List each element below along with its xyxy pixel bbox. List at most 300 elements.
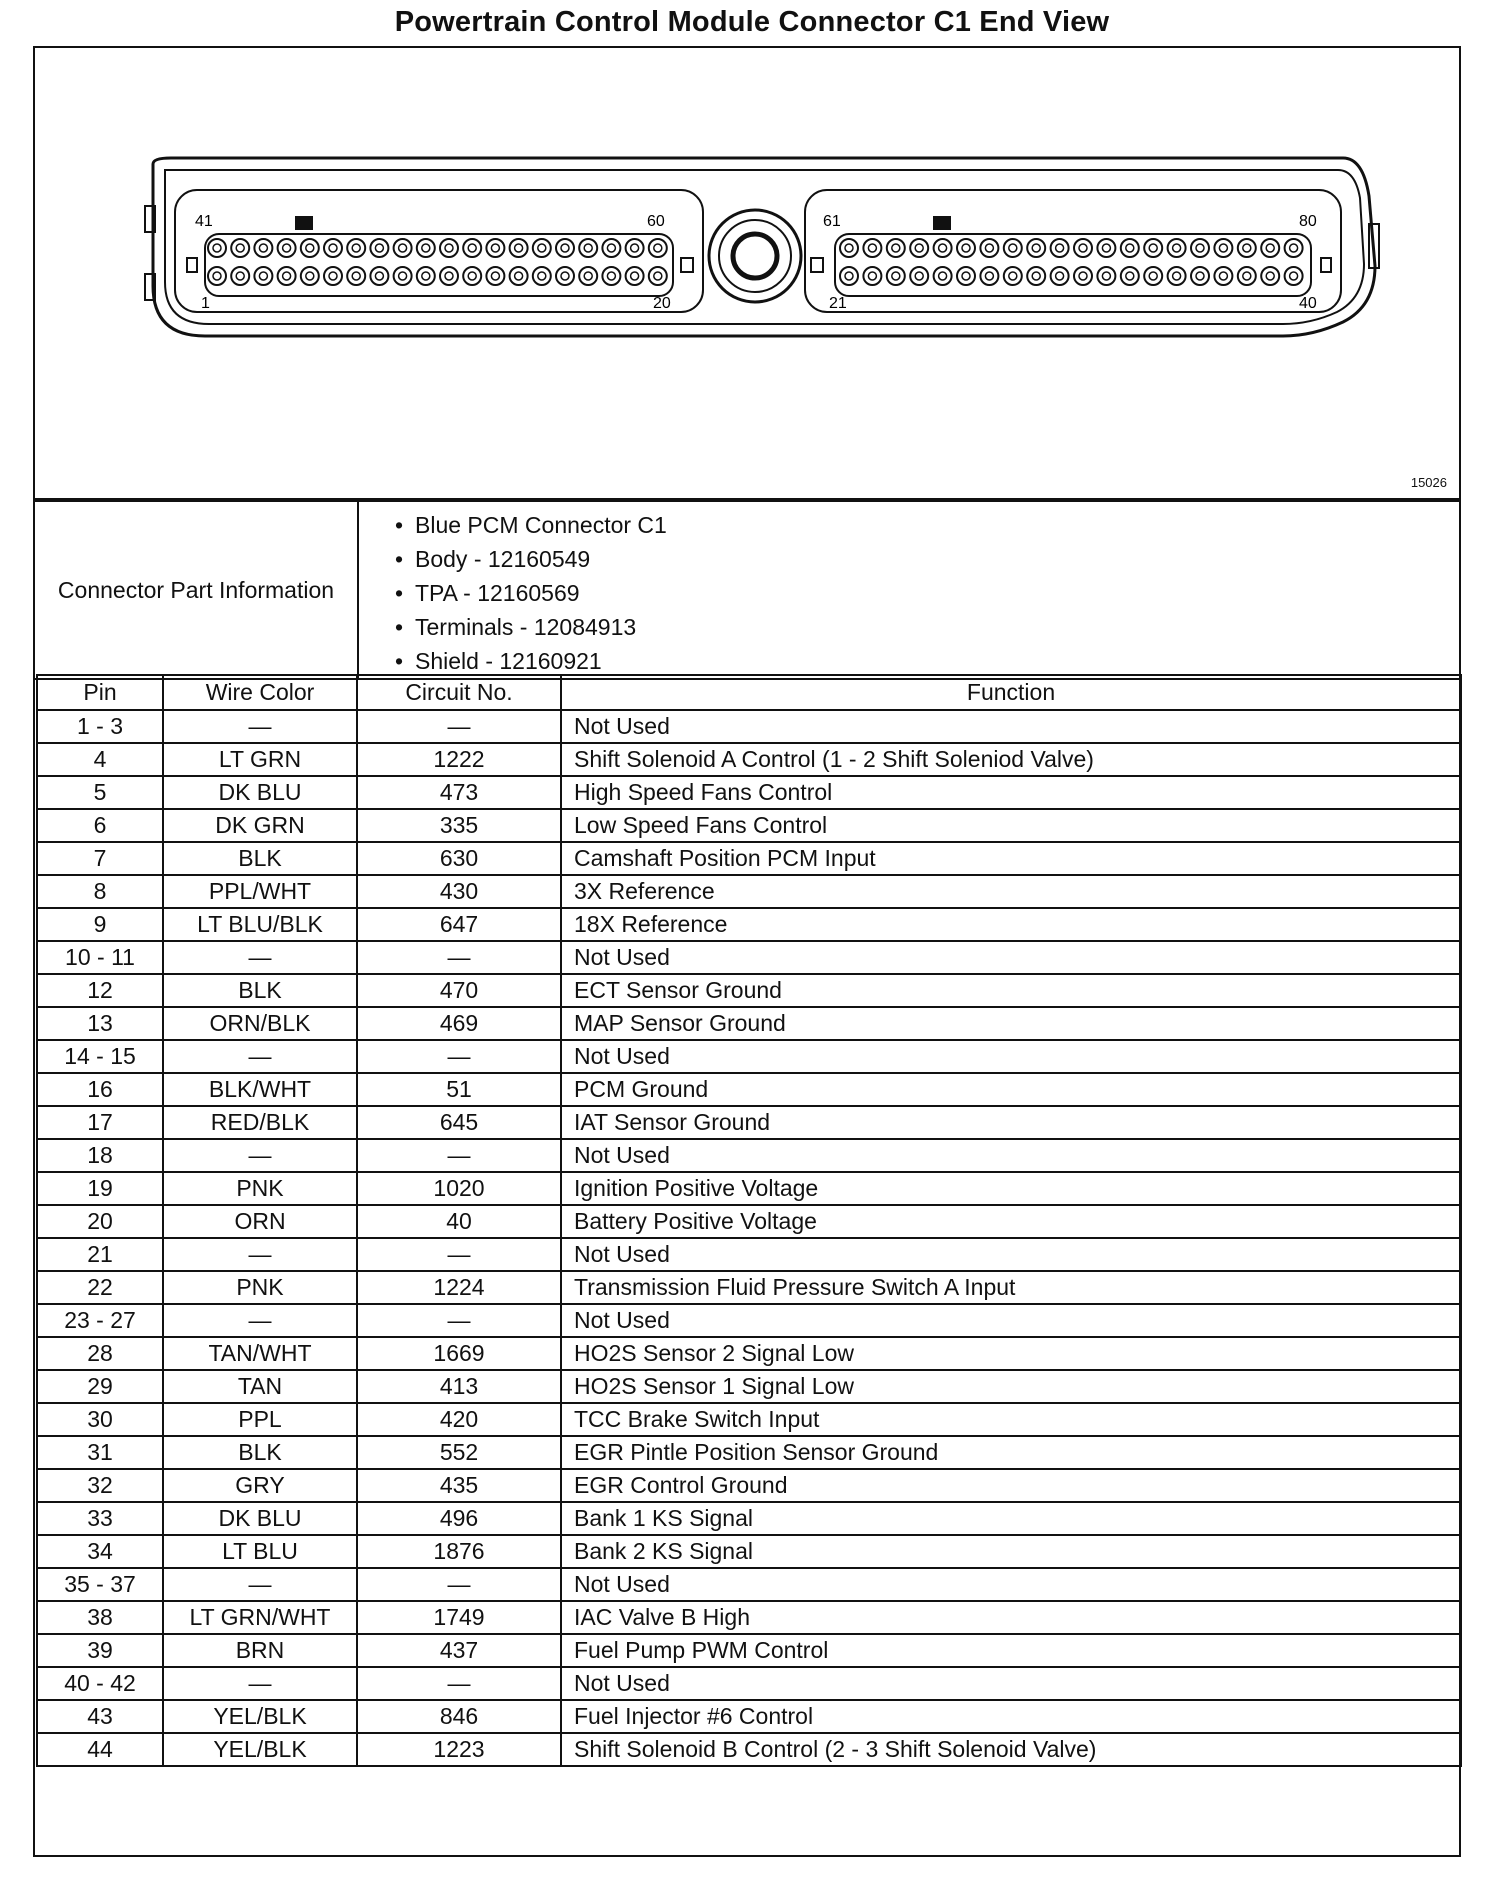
pin-terminal [422, 272, 430, 280]
pin-terminal [375, 272, 383, 280]
pin-cavity [510, 239, 528, 257]
pin-terminal [283, 272, 291, 280]
table-row [37, 875, 1461, 908]
cell-wire-color: RED/BLK [163, 1106, 357, 1139]
cell-wire-color: — [163, 941, 357, 974]
cell-function: EGR Pintle Position Sensor Ground [561, 1436, 1461, 1469]
table-row [37, 1667, 1461, 1700]
pin-cavity [602, 267, 620, 285]
cell-function: MAP Sensor Ground [561, 1007, 1461, 1040]
table-row [37, 1139, 1461, 1172]
pin-terminal [561, 244, 569, 252]
pin-cavity [440, 267, 458, 285]
cell-wire-color: ORN/BLK [163, 1007, 357, 1040]
table-row [37, 1238, 1461, 1271]
pin-cavity [1214, 267, 1232, 285]
pin-terminal [468, 244, 476, 252]
pin-terminal [1290, 272, 1298, 280]
cell-pin: 18 [37, 1139, 163, 1172]
pin-cavity [254, 239, 272, 257]
pin-cavity [1121, 239, 1139, 257]
pin-cavity [1051, 267, 1069, 285]
pin-terminal [607, 244, 615, 252]
cell-wire-color: PNK [163, 1172, 357, 1205]
pin-terminal [845, 272, 853, 280]
pin-terminal [352, 244, 360, 252]
pin-cavity [980, 239, 998, 257]
cell-wire-color: TAN/WHT [163, 1337, 357, 1370]
cell-function: EGR Control Ground [561, 1469, 1461, 1502]
pinout-header-row [37, 675, 1461, 710]
table-row [37, 1304, 1461, 1337]
cell-pin: 39 [37, 1634, 163, 1667]
header-circuit-no: Circuit No. [357, 675, 561, 710]
pin-terminal [329, 244, 337, 252]
pin-row-61-80 [840, 239, 1303, 257]
table-row [37, 1337, 1461, 1370]
pin-terminal [1102, 272, 1110, 280]
cell-function: Camshaft Position PCM Input [561, 842, 1461, 875]
cell-pin: 23 - 27 [37, 1304, 163, 1337]
pin-terminal [1196, 244, 1204, 252]
cell-pin: 35 - 37 [37, 1568, 163, 1601]
pin-terminal [1032, 272, 1040, 280]
table-row [37, 1403, 1461, 1436]
cell-pin: 12 [37, 974, 163, 1007]
center-bolt-inner [733, 234, 777, 278]
table-row [37, 974, 1461, 1007]
cell-circuit-no: — [357, 941, 561, 974]
cell-pin: 29 [37, 1370, 163, 1403]
table-row [37, 1535, 1461, 1568]
cell-wire-color: — [163, 1667, 357, 1700]
pin-terminal [213, 244, 221, 252]
header-pin: Pin [37, 675, 163, 710]
pin-terminal [1079, 272, 1087, 280]
pin-terminal [1266, 272, 1274, 280]
table-row [37, 1271, 1461, 1304]
table-row [37, 1007, 1461, 1040]
pin-cavity [463, 267, 481, 285]
connector-part-info [33, 500, 1461, 680]
cell-pin: 14 - 15 [37, 1040, 163, 1073]
table-row [37, 1601, 1461, 1634]
pin-terminal [329, 272, 337, 280]
table-row [37, 1172, 1461, 1205]
pin-cavity [957, 267, 975, 285]
pin-cavity [394, 267, 412, 285]
cell-wire-color: — [163, 1304, 357, 1337]
cell-wire-color: YEL/BLK [163, 1733, 357, 1766]
table-row [37, 908, 1461, 941]
cell-function: 3X Reference [561, 875, 1461, 908]
figure-code: 15026 [1410, 475, 1447, 490]
cell-function: 18X Reference [561, 908, 1461, 941]
cell-circuit-no: 335 [357, 809, 561, 842]
cell-function: Not Used [561, 1667, 1461, 1700]
cell-pin: 9 [37, 908, 163, 941]
pin-cavity [840, 239, 858, 257]
cell-wire-color: DK BLU [163, 776, 357, 809]
cell-circuit-no: 420 [357, 1403, 561, 1436]
right-key-mark [933, 216, 951, 230]
cell-circuit-no: 846 [357, 1700, 561, 1733]
pin-cavity [278, 239, 296, 257]
pin-label-61: 61 [823, 213, 841, 230]
table-row [37, 710, 1461, 743]
cell-pin: 33 [37, 1502, 163, 1535]
cell-function: Shift Solenoid B Control (2 - 3 Shift Solenoid Valve) [561, 1733, 1461, 1766]
table-row [37, 1568, 1461, 1601]
cell-pin: 28 [37, 1337, 163, 1370]
connector-part-info-label: Connector Part Information [34, 501, 358, 679]
pin-cavity [579, 267, 597, 285]
cell-pin: 6 [37, 809, 163, 842]
table-row [37, 1106, 1461, 1139]
pin-terminal [1126, 272, 1134, 280]
pin-terminal [915, 244, 923, 252]
cell-circuit-no: 552 [357, 1436, 561, 1469]
cell-function: Not Used [561, 1304, 1461, 1337]
cell-wire-color: BLK [163, 974, 357, 1007]
header-wire-color: Wire Color [163, 675, 357, 710]
pin-terminal [985, 244, 993, 252]
cell-circuit-no: 413 [357, 1370, 561, 1403]
cell-wire-color: LT BLU [163, 1535, 357, 1568]
pin-cavity [887, 267, 905, 285]
table-row [37, 776, 1461, 809]
cell-pin: 5 [37, 776, 163, 809]
left-outer-tab [187, 258, 197, 272]
cell-pin: 34 [37, 1535, 163, 1568]
pin-cavity [486, 239, 504, 257]
connector-info-item: • TPA - 12160569 [397, 576, 1459, 610]
pin-cavity [1285, 267, 1303, 285]
pin-cavity [301, 239, 319, 257]
pin-cavity [1051, 239, 1069, 257]
pin-terminal [468, 272, 476, 280]
pin-cavity [980, 267, 998, 285]
cell-function: Battery Positive Voltage [561, 1205, 1461, 1238]
cell-function: Not Used [561, 1040, 1461, 1073]
pin-terminal [399, 272, 407, 280]
left-key-mark [295, 216, 313, 230]
pin-terminal [375, 244, 383, 252]
pin-cavity [840, 267, 858, 285]
pin-terminal [306, 272, 314, 280]
cell-circuit-no: — [357, 1568, 561, 1601]
cell-function: High Speed Fans Control [561, 776, 1461, 809]
cell-wire-color: DK GRN [163, 809, 357, 842]
pin-terminal [538, 244, 546, 252]
cell-function: Not Used [561, 1568, 1461, 1601]
cell-pin: 19 [37, 1172, 163, 1205]
pin-cavity [1097, 239, 1115, 257]
pin-cavity [417, 267, 435, 285]
connector-info-item: • Body - 12160549 [397, 542, 1459, 576]
cell-pin: 30 [37, 1403, 163, 1436]
pin-cavity [533, 267, 551, 285]
cell-wire-color: LT BLU/BLK [163, 908, 357, 941]
table-row [37, 1469, 1461, 1502]
cell-pin: 31 [37, 1436, 163, 1469]
cell-circuit-no: 496 [357, 1502, 561, 1535]
pin-label-21: 21 [829, 295, 847, 312]
pin-terminal [1173, 244, 1181, 252]
cell-pin: 7 [37, 842, 163, 875]
table-row [37, 1205, 1461, 1238]
pin-terminal [1032, 244, 1040, 252]
pin-cavity [1144, 267, 1162, 285]
pin-row-41-60 [208, 239, 667, 257]
pin-cavity [649, 239, 667, 257]
cell-circuit-no: 630 [357, 842, 561, 875]
cell-circuit-no: 51 [357, 1073, 561, 1106]
pin-label-60: 60 [647, 213, 665, 230]
pin-cavity [1004, 267, 1022, 285]
cell-circuit-no: 645 [357, 1106, 561, 1139]
pin-row-1-20 [208, 267, 667, 285]
table-row [37, 1700, 1461, 1733]
pin-label-41: 41 [195, 213, 213, 230]
cell-circuit-no: 470 [357, 974, 561, 1007]
cell-wire-color: BLK [163, 842, 357, 875]
cell-pin: 8 [37, 875, 163, 908]
pin-cavity [1074, 267, 1092, 285]
cell-circuit-no: 435 [357, 1469, 561, 1502]
pin-terminal [1056, 272, 1064, 280]
pin-cavity [254, 267, 272, 285]
pin-terminal [1243, 244, 1251, 252]
table-row [37, 1502, 1461, 1535]
pin-cavity [510, 267, 528, 285]
pin-cavity [347, 239, 365, 257]
cell-wire-color: — [163, 710, 357, 743]
cell-wire-color: — [163, 1568, 357, 1601]
cell-wire-color: PNK [163, 1271, 357, 1304]
pin-cavity [324, 267, 342, 285]
cell-circuit-no: 1222 [357, 743, 561, 776]
pin-cavity [934, 267, 952, 285]
cell-function: Fuel Injector #6 Control [561, 1700, 1461, 1733]
table-row [37, 1073, 1461, 1106]
connector-info-item: • Shield - 12160921 [397, 644, 1459, 678]
table-row [37, 941, 1461, 974]
pin-terminal [259, 244, 267, 252]
cell-pin: 16 [37, 1073, 163, 1106]
cell-wire-color: LT GRN [163, 743, 357, 776]
cell-wire-color: DK BLU [163, 1502, 357, 1535]
header-function: Function [561, 675, 1461, 710]
table-row [37, 743, 1461, 776]
pin-cavity [301, 267, 319, 285]
page-title: Powertrain Control Module Connector C1 End View [394, 6, 1110, 38]
pin-terminal [1290, 244, 1298, 252]
pin-cavity [347, 267, 365, 285]
pin-cavity [1285, 239, 1303, 257]
cell-circuit-no: 437 [357, 1634, 561, 1667]
pin-terminal [654, 272, 662, 280]
pin-terminal [213, 272, 221, 280]
pin-cavity [208, 239, 226, 257]
cell-wire-color: — [163, 1040, 357, 1073]
pin-cavity [863, 239, 881, 257]
right-inner-tab [811, 258, 823, 272]
cell-circuit-no: 469 [357, 1007, 561, 1040]
pin-cavity [231, 239, 249, 257]
pin-terminal [584, 244, 592, 252]
pin-terminal [491, 244, 499, 252]
pin-label-1: 1 [201, 295, 210, 312]
cell-circuit-no: 1224 [357, 1271, 561, 1304]
pin-cavity [957, 239, 975, 257]
pin-cavity [1168, 239, 1186, 257]
cell-circuit-no: 647 [357, 908, 561, 941]
pin-label-40: 40 [1299, 295, 1317, 312]
cell-pin: 17 [37, 1106, 163, 1139]
pin-cavity [934, 239, 952, 257]
cell-function: PCM Ground [561, 1073, 1461, 1106]
cell-wire-color: TAN [163, 1370, 357, 1403]
table-row [37, 1733, 1461, 1766]
pin-terminal [631, 244, 639, 252]
pin-cavity [533, 239, 551, 257]
cell-circuit-no: 1020 [357, 1172, 561, 1205]
cell-wire-color: LT GRN/WHT [163, 1601, 357, 1634]
pin-cavity [394, 239, 412, 257]
cell-function: Bank 2 KS Signal [561, 1535, 1461, 1568]
cell-circuit-no: — [357, 1238, 561, 1271]
pin-cavity [1191, 267, 1209, 285]
pin-terminal [892, 272, 900, 280]
pin-terminal [283, 244, 291, 252]
pin-terminal [939, 272, 947, 280]
pinout-table [36, 674, 1462, 1767]
cell-circuit-no: 1749 [357, 1601, 561, 1634]
pin-cavity [370, 267, 388, 285]
cell-pin: 13 [37, 1007, 163, 1040]
pin-terminal [1219, 272, 1227, 280]
pin-terminal [1079, 244, 1087, 252]
pin-terminal [1102, 244, 1110, 252]
pin-cavity [1261, 267, 1279, 285]
pin-cavity [1168, 267, 1186, 285]
cell-circuit-no: 1223 [357, 1733, 561, 1766]
cell-pin: 32 [37, 1469, 163, 1502]
cell-pin: 4 [37, 743, 163, 776]
connector-info-item: • Blue PCM Connector C1 [397, 508, 1459, 542]
cell-function: Transmission Fluid Pressure Switch A Input [561, 1271, 1461, 1304]
pin-terminal [491, 272, 499, 280]
cell-wire-color: PPL [163, 1403, 357, 1436]
pin-label-80: 80 [1299, 213, 1317, 230]
cell-pin: 22 [37, 1271, 163, 1304]
cell-function: Ignition Positive Voltage [561, 1172, 1461, 1205]
pin-cavity [1097, 267, 1115, 285]
center-bolt-mid [719, 220, 791, 292]
pin-cavity [231, 267, 249, 285]
pin-cavity [1144, 239, 1162, 257]
cell-pin: 20 [37, 1205, 163, 1238]
cell-function: Fuel Pump PWM Control [561, 1634, 1461, 1667]
pin-cavity [863, 267, 881, 285]
pin-cavity [1004, 239, 1022, 257]
cell-circuit-no: 1876 [357, 1535, 561, 1568]
pin-terminal [868, 272, 876, 280]
connector-drawing [33, 46, 1461, 500]
pin-cavity [1027, 267, 1045, 285]
pin-terminal [868, 244, 876, 252]
pin-terminal [236, 244, 244, 252]
pin-terminal [445, 244, 453, 252]
cell-wire-color: GRY [163, 1469, 357, 1502]
pin-cavity [602, 239, 620, 257]
pin-terminal [1009, 272, 1017, 280]
pin-cavity [910, 267, 928, 285]
pin-cavity [626, 267, 644, 285]
cell-wire-color: BRN [163, 1634, 357, 1667]
cell-pin: 44 [37, 1733, 163, 1766]
pin-cavity [1261, 239, 1279, 257]
pin-terminal [985, 272, 993, 280]
pin-terminal [939, 244, 947, 252]
cell-pin: 38 [37, 1601, 163, 1634]
pin-terminal [631, 272, 639, 280]
cell-function: Low Speed Fans Control [561, 809, 1461, 842]
cell-function: Not Used [561, 941, 1461, 974]
connector-part-info-list [358, 501, 1460, 679]
cell-function: HO2S Sensor 2 Signal Low [561, 1337, 1461, 1370]
cell-wire-color: PPL/WHT [163, 875, 357, 908]
pin-terminal [306, 244, 314, 252]
cell-function: HO2S Sensor 1 Signal Low [561, 1370, 1461, 1403]
pin-terminal [561, 272, 569, 280]
table-row [37, 1040, 1461, 1073]
pin-terminal [892, 244, 900, 252]
pin-cavity [1121, 267, 1139, 285]
cell-function: Not Used [561, 1139, 1461, 1172]
cell-circuit-no: — [357, 1040, 561, 1073]
pin-cavity [1074, 239, 1092, 257]
pin-cavity [417, 239, 435, 257]
cell-function: IAC Valve B High [561, 1601, 1461, 1634]
right-outer-tab [1321, 258, 1331, 272]
cell-pin: 10 - 11 [37, 941, 163, 974]
table-row [37, 809, 1461, 842]
pin-label-20: 20 [653, 295, 671, 312]
cell-wire-color: — [163, 1238, 357, 1271]
cell-circuit-no: 40 [357, 1205, 561, 1238]
pin-cavity [1027, 239, 1045, 257]
cell-circuit-no: 473 [357, 776, 561, 809]
pin-terminal [1196, 272, 1204, 280]
pin-terminal [445, 272, 453, 280]
pin-cavity [1191, 239, 1209, 257]
cell-function: Shift Solenoid A Control (1 - 2 Shift Soleniod Valve) [561, 743, 1461, 776]
cell-wire-color: ORN [163, 1205, 357, 1238]
pin-cavity [1238, 239, 1256, 257]
cell-function: Not Used [561, 1238, 1461, 1271]
cell-function: TCC Brake Switch Input [561, 1403, 1461, 1436]
pin-cavity [440, 239, 458, 257]
left-inner-tab [681, 258, 693, 272]
pin-terminal [1126, 244, 1134, 252]
pin-cavity [579, 239, 597, 257]
pin-terminal [1266, 244, 1274, 252]
pin-terminal [236, 272, 244, 280]
pin-cavity [463, 239, 481, 257]
pin-cavity [324, 239, 342, 257]
